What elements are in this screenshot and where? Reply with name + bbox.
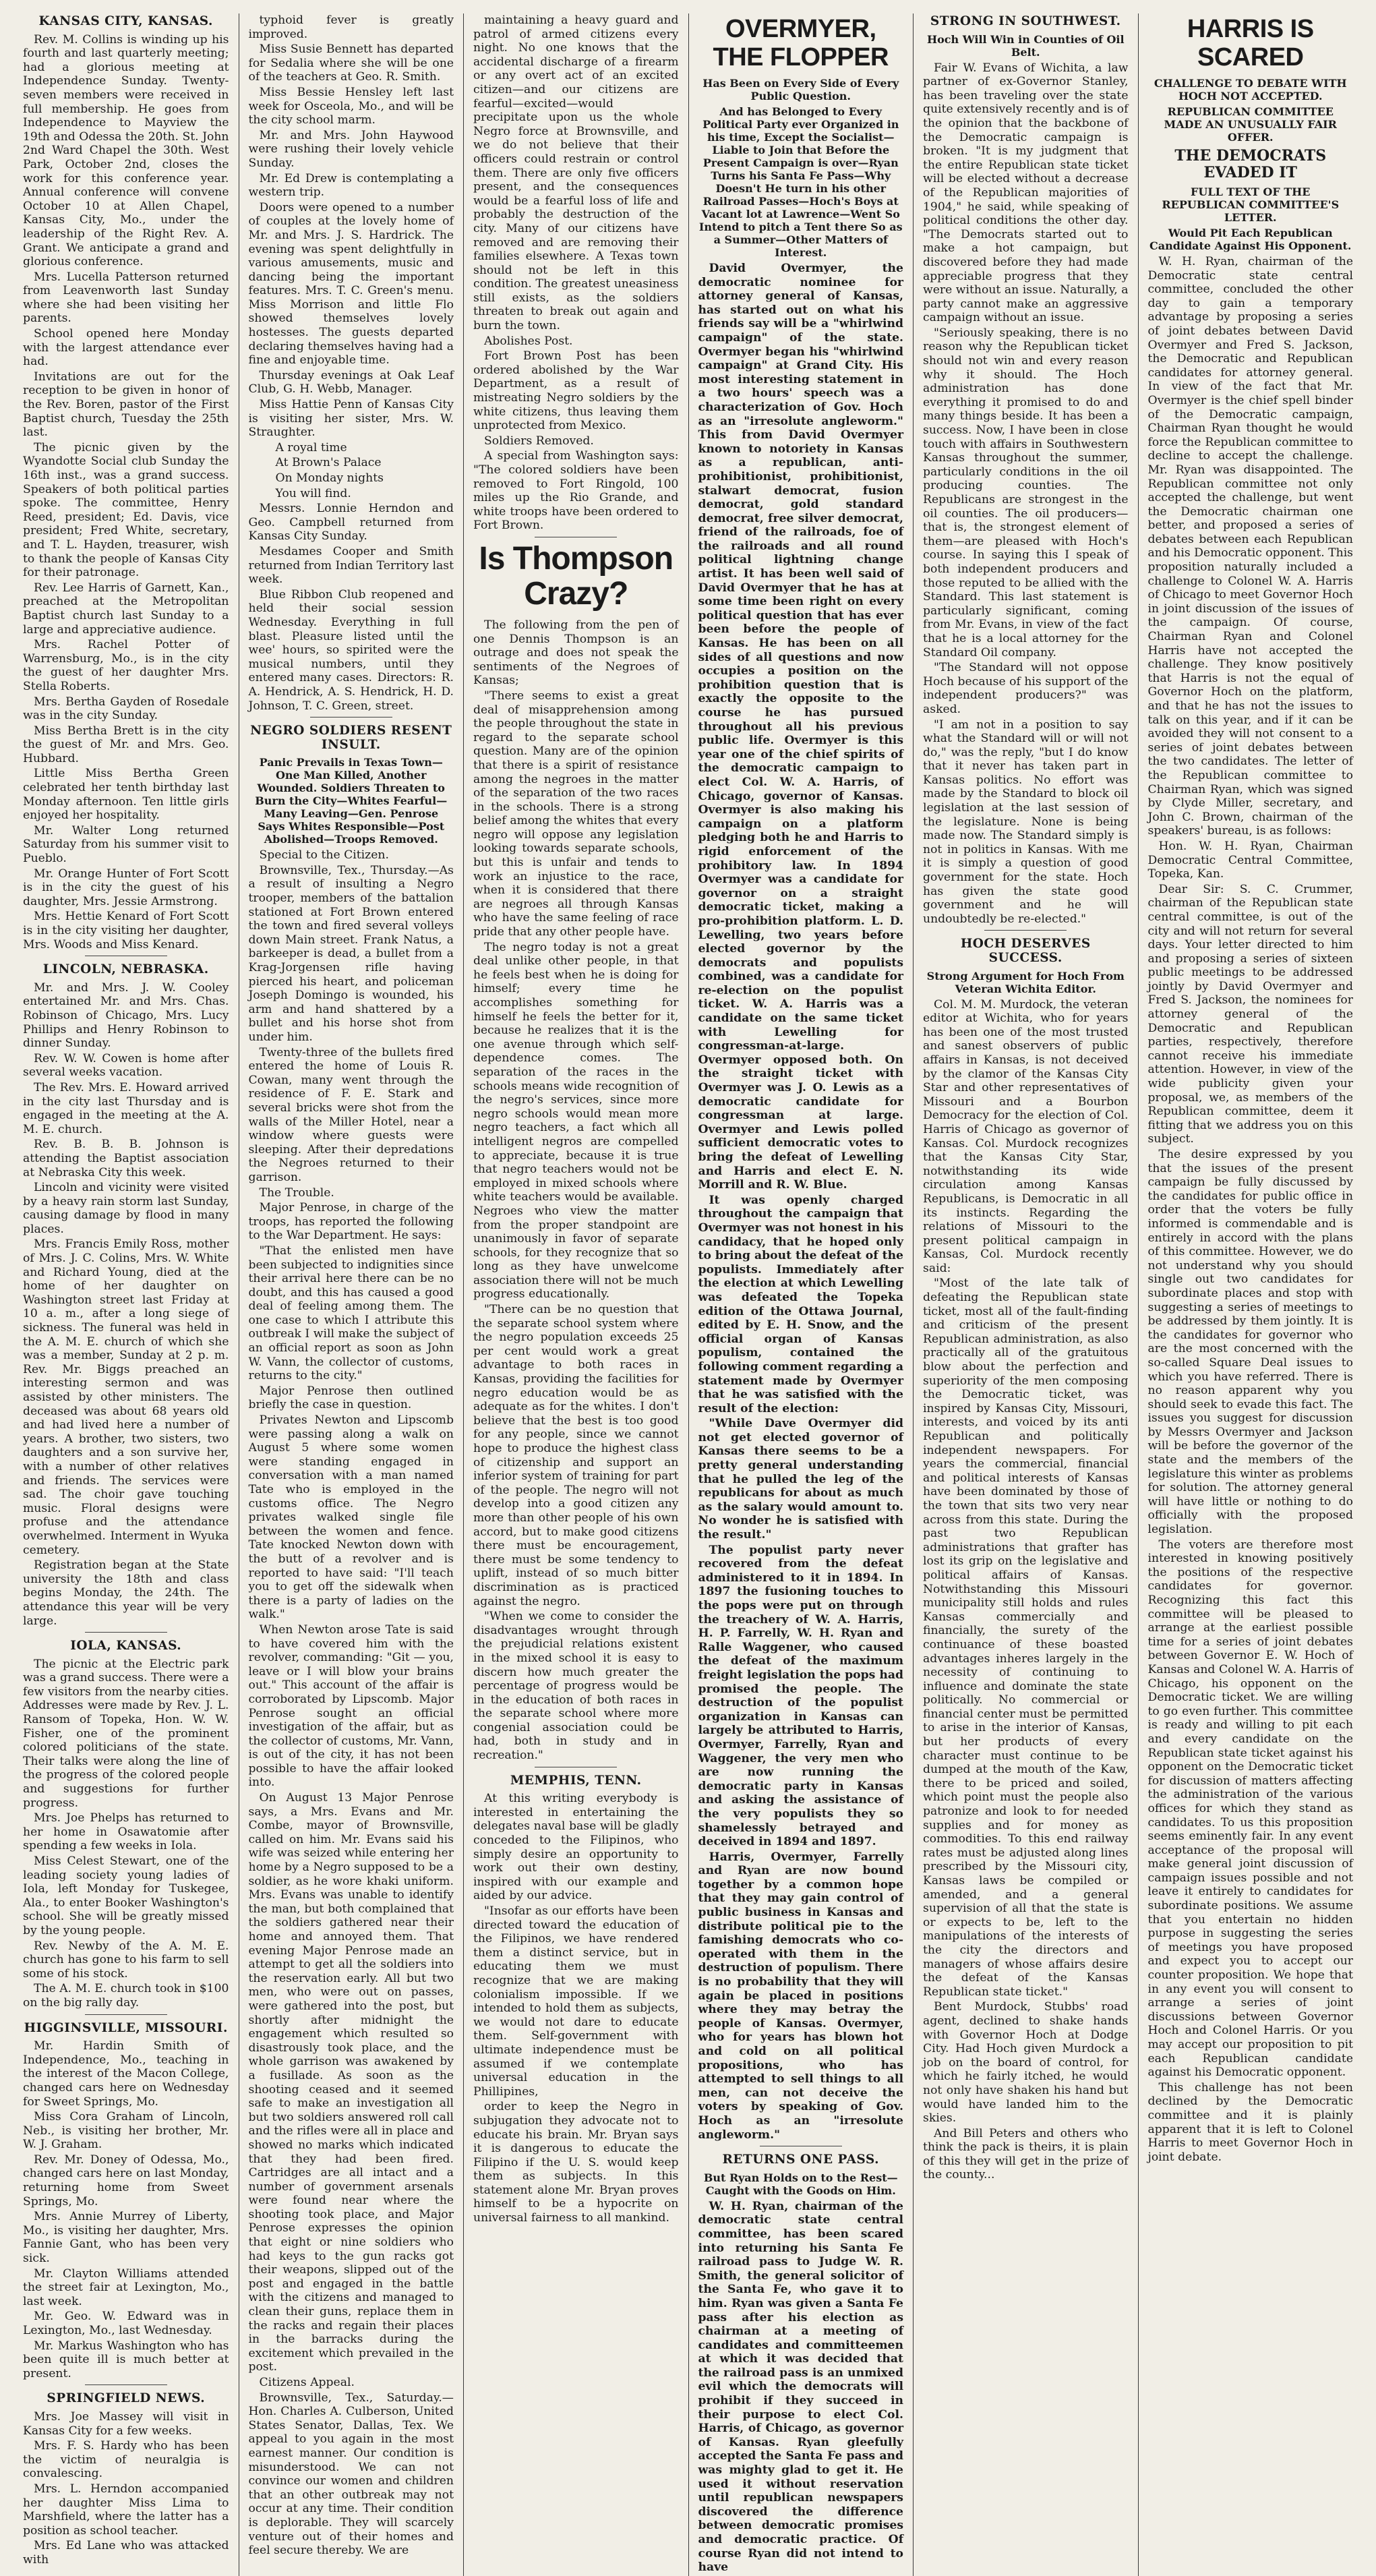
paragraph: Rev. B. B. B. Johnson is attending the Baptist association at Nebraska City this week. <box>23 1138 229 1179</box>
newspaper-page <box>13 13 1363 2575</box>
paragraph: Major Penrose, in charge of the troops, has reported the following to the War Department. He says: <box>248 1201 454 1243</box>
paragraph: Mrs. Lucella Patterson returned from Leavenworth last Sunday where she had been visiting her parents. <box>23 270 229 326</box>
paragraph: The Trouble. <box>259 1185 334 1200</box>
paragraph: It was openly charged throughout the campaign that Overmyer was not honest in his candidacy, that he hoped only to bring about the defeat of the populists. Immediately after the election at which Lewelling was defeated the Topeka edition of the Ottawa Journal, edited by E. H. Snow, and the official organ of Kansas populism, contained the following comment regarding a statement made by Overmyer that he was satisfied with the result of the election: <box>698 1193 903 1415</box>
paragraph: "Insofar as our efforts have been directed toward the education of the Filipinos, we have rendered them a distinct service, but in educating them we must recognize that we are making colonialism impossible. If we intended to hold them as subjects, we would not dare to educate them. Self-government with ultimate independence must be assumed if we contemplate universal education in the Phillipines, <box>473 1904 679 2099</box>
paragraph: Doors were opened to a number of couples at the lovely home of Mr. and Mrs. J. S. Hardrick. The evening was spent delightfully in various amusements, music and dancing being the important features. Mrs. T. C. Green's menu. Miss Morrison and little Flo showed themselves lovely hostesses. The guests departed declaring themselves having had a fine and enjoyable time. <box>248 200 454 368</box>
headline-harris: HARRIS IS SCARED <box>1187 15 1314 71</box>
paragraph: Mrs. Annie Murrey of Liberty, Mo., is visiting her daughter, Mrs. Fannie Gant, who has been very sick. <box>23 2210 229 2266</box>
column-4 <box>688 13 914 2576</box>
section-body <box>23 2039 229 2380</box>
section-deck: Panic Prevails in Texas Town—One Man Killed, Another Wounded. Soldiers Threaten to Burn the City—Whites Fearful—Many Leaving—Gen. Penrose Says Whites Responsible—Post Abolished—Troops Removed. <box>255 756 448 846</box>
section-body <box>698 2200 904 2575</box>
paragraph: Mrs. Ed Lane who was attacked with <box>23 2539 229 2567</box>
paragraph: Blue Ribbon Club reopened and held their social session Wednesday. Everything in full blast. Pleasure listed until the wee' hours, so spirited were the musical numbers, until they entered many cases. Directors: R. A. Hendrick, A. S. Hendrick, H. D. Johnson, T. C. Green, street. <box>248 587 454 713</box>
paragraph: Soldiers Removed. <box>484 434 594 448</box>
section-heading: LINCOLN, NEBRASKA. <box>42 962 209 977</box>
paragraph: Dear Sir: S. C. Crummer, chairman of the Republican state central committee, is out of the city and will not return for several days. Your letter directed to him and proposing a series of sixteen public meetings to be addressed jointly by David Overmyer and Fred S. Jackson, the nominees for attorney general of the Democratic and Republican parties, respectively, therefore cannot receive his immediate attention. However, in view of the wide publicity given your proposal, we, as members of the Republican committee, deem it fitting that we address you on this subject. <box>1147 882 1353 1146</box>
paragraph: Rev. Lee Harris of Garnett, Kan., preached at the Metropolitan Baptist church last Sunday to a large and appreciative audience. <box>23 581 229 637</box>
paragraph: The following from the pen of one Dennis Thompson is an outrage and does not speak the sentiments of the Negroes of Kansas; <box>473 618 679 688</box>
paragraph: Mrs. Francis Emily Ross, mother of Mrs. J. C. Colins, Mrs. W. White and Richard Young, died at the home of her daughter on Washington street last Friday at 10 a. m., after a long siege of sickness. The funeral was held in the A. M. E. church of which she was a member, Sunday at 2 p. m. Rev. Mr. Biggs preached an interesting sermon and was assisted by other ministers. The deceased was about 68 years old and had lived here a number of years. A brother, two sisters, two daughters and a son survive her, with a number of other relatives and friends. The services were sad. The choir gave touching music. Floral designs were profuse and the attendance overwhelmed. Interment in Wyuka cemetery. <box>23 1237 229 1557</box>
paragraph: W. H. Ryan, chairman of the democratic state central committee, has been scared into returning his Santa Fe railroad pass to Judge W. R. Smith, the general solicitor of the Santa Fe, who gave it to him. Ryan was given a Santa Fe pass after his election as chairman at a meeting of candidates and committeemen at which it was decided that the railroad pass is an unmixed evil which the democrats will prohibit if they succeed in their purpose to elect Col. Harris, of Chicago, as governor of Kansas. Ryan gleefully accepted the Santa Fe pass and was mighty glad to get it. He used it without reservation until republican newspapers discovered the difference between democratic promises and democratic practice. Of course Ryan did not intend to have <box>698 2199 903 2575</box>
paragraph: Privates Newton and Lipscomb were passing along a walk on August 5 where some women were standing engaged in conversation with a man named Tate who is employed in the customs office. The Negro privates walked single file between the women and fence. Tate knocked Newton down with the butt of a revolver and is reported to have said: "I'll teach you to get off the sidewalk when there is a party of ladies on the walk." <box>248 1413 454 1622</box>
section-body <box>473 13 679 533</box>
section-heading: HIGGINSVILLE, MISSOURI. <box>24 2020 228 2035</box>
paragraph: Mr. Clayton Williams attended the street fair at Lexington, Mo., last week. <box>23 2266 229 2308</box>
paragraph: The Rev. Mrs. E. Howard arrived in the city last Thursday and is engaged in the meeting at the A. M. E. church. <box>23 1080 229 1136</box>
paragraph: David Overmyer, the democratic nominee for attorney general of Kansas, has started out on what his friends say will be a "whirlwind campaign" of the state. Overmyer began his "whirlwind campaign" at Grand City. His most interesting statement in a two hours' speech was a characterization of Gov. Hoch as an "irresolute angleworm." This from David Overmyer known to notoriety in Kansas as a republican, anti-prohibitionist, prohibitionist, stalwart democrat, fusion democrat, gold standard democrat, free silver democrat, friend of the railroads, foe of the railroads and all round political lightning change artist. It has been well said of David Overmyer that he has at some time been right on every political question that has ever been before the people of Kansas. He has been on all sides of all questions and now occupies a position on the prohibition question that is exactly the opposite to the course he has pursued throughout all his previous public life. Overmyer is this year one of the chief spirits of the democratic campaign to elect Col. W. A. Harris, of Chicago, governor of Kansas. Overmyer is also making his campaign on a platform pledging both he and Harris to rigid enforcement of the prohibitory law. In 1894 Overmyer was a candidate for governor on a straight democratic ticket, making a pro-prohibition platform. L. D. Lewelling, two years before elected governor by the democrats and populists combined, was a candidate for re-election on the populist ticket. W. A. Harris was a candidate on the same ticket with Lewelling for congressman-at-large. Overmyer opposed both. On the straight ticket with Overmyer was J. O. Lewis as a democratic candidate for congressman at large. Overmyer and Lewis polled sufficient democratic votes to bring the defeat of Lewelling and Harris and elect E. N. Morrill and R. W. Blue. <box>698 262 903 1192</box>
paragraph: Fort Brown Post has been ordered abolished by the War Department, as a result of mistreating Negro soldiers by the white citizens, thus leaving them unprotected from Mexico. <box>473 349 679 433</box>
paragraph: Mr. and Mrs. J. W. Cooley entertained Mr. and Mrs. Chas. Robinson of Chicago, Mrs. Lucy Phillips and Henry Robinson to dinner Sunday. <box>23 980 229 1051</box>
section-deck: But Ryan Holds on to the Rest—Caught with the Goods on Him. <box>703 2171 898 2197</box>
paragraph: Rev. M. Collins is winding up his fourth and last quarterly meeting; had a glorious meeting at Independence Sunday. Twenty-seven members were received in full membership. He goes from Independence to Mayview the 19th and Odessa the 20th. St. John 2nd Ward Chapel the 30th. West Park, October 2nd, closes the work for this conference year. Annual conference will convene October 10 at Allen Chapel, Kansas City, Mo., under the leadership of the Right Rev. A. Grant. We anticipate a grand and glorious conference. <box>23 32 229 269</box>
divider <box>984 930 1067 931</box>
section-deck: THE DEMOCRATS EVADED IT <box>1174 147 1327 181</box>
paragraph: On August 13 Major Penrose says, a Mrs. Evans and Mr. Combe, mayor of Brownsville, called on him. Mr. Evans said his wife was seized while entering her home by a Negro supposed to be a soldier, as he wore khaki uniform. Mrs. Evans was unable to identify the man, but both complained that the soldiers gathered near their home and annoyed them. That evening Major Penrose made an attempt to get all the soldiers into the reservation early. All but two men, who were out on passes, were gathered into the post, but shortly after midnight the engagement which resulted so disastrously took place, and the whole garrison was awakened by a fusillade. As soon as the shooting ceased and it seemed safe to make an investigation all but two soldiers answered roll call and the rifles were all in place and showed no marks which indicated that they had been fired. Cartridges are all intact and a number of government arsenals were found near where the shooting took place, and Major Penrose expresses the opinion that eight or nine soldiers who had keys to the gun racks got their weapons, slipped out of the post and engaged in the battle with the citizens and managed to clean their guns, replace them in the racks and regain their places in the barracks during the excitement which prevailed in the post. <box>248 1791 454 2374</box>
paragraph: The picnic given by the Wyandotte Social club Sunday the 16th inst., was a grand success. Speakers of both political parties spoke. The committee, Henry Reed, president; Ed. Davis, vice president; Fred White, secretary, and T. L. Hayden, treasurer, wish to thank the people of Kansas City for their patronage. <box>23 440 229 580</box>
paragraph: Bent Murdock, Stubbs' road agent, declined to shake hands with Governor Hoch at Dodge City. Had Hoch given Murdock a job on the board of control, for which he fairly itched, he would not only have shaken his hand but would have landed him to the skies. <box>923 2000 1129 2126</box>
paragraph: The voters are therefore most interested in knowing positively the positions of the respective candidates for governor. Recognizing this fact this committee will be pleased to arrange at the earliest possible time for a series of joint debates between Governor E. W. Hoch of Kansas and Colonel W. A. Harris of Chicago, his opponent on the Democratic ticket. We are willing to go even further. This committee is ready and willing to pit each and every candidate on the Republican state ticket against his opponent on the Democratic ticket for discussion of matters affecting the administration of the various offices for which they stand as candidates. To us this proposition seems eminently fair. In any event acceptance of the proposal will make general joint discussion of campaign issues possible and not leave it entirely to candidates for subordinate positions. We assume that you entertain no hidden purpose in suggesting the series of meetings you have proposed and expect you to accept our counter proposition. We hope that in any event you will consent to arrange a series of joint discussions between Governor Hoch and Colonel Harris. Or you may accept our proposition to pit each Republican candidate against his Democratic opponent. <box>1147 1538 1353 2080</box>
paragraph: typhoid fever is greatly improved. <box>248 13 454 41</box>
divider <box>310 717 392 718</box>
paragraph: Mr. Markus Washington who has been quite ill is much better at present. <box>23 2339 229 2380</box>
paragraph: Mr. Hardin Smith of Independence, Mo., teaching in the interest of the Macon College, changed cars here on Wednesday for Sweet Springs, Mo. <box>23 2039 229 2109</box>
paragraph: Miss Hattie Penn of Kansas City is visiting her sister, Mrs. W. Straughter. <box>248 398 454 440</box>
verse-line: You will find. <box>275 486 351 500</box>
paragraph: Harris, Overmyer, Farrelly and Ryan are now bound together by a common hope that they may gain control of public business in Kansas and distribute political pie to the famishing democrats who co-operated with them in the destruction of populism. There is no probability that they will again be placed in positions where they may betray the people of Kansas. Overmyer, who for years has blown hot and cold on all political propositions, who has attempted to sell things to all men, can not deceive the voters by speaking of Gov. Hoch as an "irresolute angleworm." <box>698 1850 903 2142</box>
paragraph: "When we come to consider the disadvantages wrought through the prejudicial relations existent in the mixed school it is easy to discern how much greater the percentage of progress would be in the education of both races in the separate school where more congenial association could be had, both in study and in recreation." <box>473 1610 679 1763</box>
divider <box>85 1632 167 1633</box>
section-heading: RETURNS ONE PASS. <box>722 2153 880 2167</box>
paragraph: The A. M. E. church took in $100 on the big rally day. <box>23 1982 229 2010</box>
paragraph: W. H. Ryan, chairman of the Democratic state central committee, concluded the other day to gain a temporary advantage by proposing a series of joint debates between David Overmyer and Fred S. Jackson, the Democratic and Republican candidates for attorney general. In view of the fact that Mr. Overmyer is the chief spell binder of the Democratic campaign, Chairman Ryan thought he would force the Republican committee to decline to accept the challenge. Mr. Ryan was disappointed. The Republican committee not only accepted the challenge, but went the Democratic chairman one better, and proposed a series of debates between each Republican and his Democratic opponent. This proposition naturally included a challenge to Colonel W. A. Harris of Chicago to meet Governor Hoch in joint discussion of the issues of the campaign. Of course, Chairman Ryan and Colonel Harris have not accepted the challenge. They know positively that Harris is not the equal of Governor Hoch on the platform, and that he has not the issues to talk on this year, and if it can be avoided they will not consent to a series of joint debates between the two candidates. The letter of the Republican committee to Chairman Ryan, which was signed by Clyde Miller, secretary, and John C. Brown, chairman of the speakers' bureau, is as follows: <box>1147 255 1354 838</box>
paragraph: Mr. and Mrs. John Haywood were rushing their lovely vehicle Sunday. <box>248 128 454 170</box>
paragraph: When Newton arose Tate is said to have covered him with the revolver, commanding: "Git — you, leave or I will blow your brains out." This account of the affair is corroborated by Lipscomb. Major Penrose sought an official investigation of the affair, but as the collector of customs, Mr. Vann, is out of the city, it has not been possible to have the affair looked into. <box>248 1622 454 1790</box>
column-1 <box>13 13 239 2576</box>
section-deck: Would Pit Each Republican Candidate Against His Opponent. <box>1149 227 1352 252</box>
paragraph: Registration began at the State university the 18th and class begins Monday, the 24th. The attendance this year will be very large. <box>23 1558 229 1628</box>
column-2 <box>239 13 464 2576</box>
paragraph: Mrs. Rachel Potter of Warrensburg, Mo., is in the city the guest of her daughter Mrs. Stella Roberts. <box>23 638 229 693</box>
verse-line: At Brown's Palace <box>275 456 382 470</box>
section-heading: STRONG IN SOUTHWEST. <box>930 14 1121 28</box>
paragraph: Brownsville, Tex., Saturday.—Hon. Charles A. Culberson, United States Senator, Dallas, Tex. We appeal to you again in the most earnest manner. Our condition is misunderstood. We can not convince our women and children that an other outbreak may not occur at any time. Their condition is deplorable. They will scarcely venture out of their homes and feel secure thereby. We are <box>248 2391 454 2558</box>
section-heading: MEMPHIS, TENN. <box>510 1773 642 1788</box>
paragraph: Lincoln and vicinity were visited by a heavy rain storm last Sunday, causing damage by flood in many places. <box>23 1181 229 1236</box>
section-heading: NEGRO SOLDIERS RESENT INSULT. <box>250 724 452 752</box>
section-body <box>1148 255 1354 2164</box>
paragraph: Miss Celest Stewart, one of the leading society young ladies of Iola, left Monday for Tuskegee, Ala., to enter Booker Washington's school. She will be greatly missed by the young people. <box>23 1854 229 1937</box>
paragraph: Rev. W. W. Cowen is home after several weeks vacation. <box>23 1051 229 1080</box>
section-body <box>698 262 904 2142</box>
divider <box>85 2014 167 2015</box>
paragraph: Thursday evenings at Oak Leaf Club, G. H. Webb, Manager. <box>248 368 454 397</box>
paragraph: Mr. Orange Hunter of Fort Scott is in the city the guest of his daughter, Mrs. Jessie Armstrong. <box>23 867 229 908</box>
paragraph: Major Penrose then outlined briefly the case in question. <box>248 1384 454 1412</box>
section-heading: IOLA, KANSAS. <box>70 1639 182 1653</box>
paragraph: Little Miss Bertha Green celebrated her tenth birthday last Monday afternoon. Ten little girls enjoyed her hospitality. <box>23 767 229 823</box>
paragraph: Mesdames Cooper and Smith returned from Indian Territory last week. <box>248 544 454 587</box>
section-deck: CHALLENGE TO DEBATE WITH HOCH NOT ACCEPTED. <box>1154 77 1347 103</box>
paragraph: Mrs. Joe Phelps has returned to her home in Osawatomie after spending a few weeks in Iola. <box>23 1811 229 1853</box>
paragraph: Mr. Ed Drew is contemplating a western trip. <box>248 171 454 200</box>
section-body <box>249 848 454 2557</box>
section-body <box>23 1658 229 2010</box>
section-deck: Strong Argument for Hoch From Veteran Wichita Editor. <box>926 969 1125 995</box>
section-body <box>249 502 454 713</box>
section-body <box>23 981 229 1628</box>
paragraph: Col. M. M. Murdock, the veteran editor at Wichita, who for years has been one of the most trusted and sanest observers of public affairs in Kansas, is not deceived by the clamor of the Kansas City Star and other representatives of Missouri and a Bourbon Democracy for the election of Col. Harris of Chicago as governor of Kansas. Col. Murdock recognizes that the Kansas City Star, notwithstanding its wide circulation among Kansas Republicans, is Democratic in all its instincts. Regarding the relations of Missouri to the present political campaign in Kansas, Col. Murdock recently said: <box>923 997 1129 1275</box>
section-body <box>23 2410 229 2567</box>
paragraph: And Bill Peters and others who think the pack is theirs, it is plain of this they will get in the prize of the county... <box>923 2126 1129 2182</box>
paragraph: A special from Washington says: "The colored soldiers have been removed to Fort Ringold, 100 miles up the Rio Grande, and white troops have been ordered to Fort Brown. <box>473 449 679 533</box>
paragraph: Mrs. Bertha Gayden of Rosedale was in the city Sunday. <box>23 695 229 723</box>
paragraph: "There seems to exist a great deal of misapprehension among the people throughout the state in regard to the separate school question. Many are of the opinion that there is a spirit of resistance among the negroes in the matter of the separation of the two races in the schools. There is a strong belief among the whites that every negro will oppose any legislation looking towards separate schools, but this is unfair and tends to work an injustice to the race, when it is considered that there are negroes all through Kansas who have the same feeling of race pride that any other people have. <box>473 689 679 939</box>
headline-thompson: Is Thompson Crazy? <box>479 540 674 612</box>
paragraph: The picnic at the Electric park was a grand success. There were a few visitors from the nearby cities. Addresses were made by Rev. J. L. Ransom of Topeka, Hon. W. W. Fisher, one of the prominent colored politicians of the state. Their talks were along the line of the progress of the colored people and suggestions for further progress. <box>23 1657 229 1810</box>
paragraph: School opened here Monday with the largest attendance ever had. <box>23 327 229 369</box>
paragraph: "I am not in a position to say what the Standard will or will not do," was the reply, "but I do know that it never has taken part in Kansas politics. No effort was made by the Standard to block oil legislation at the last session of the legislature. None is being made now. The Standard simply is not in politics in Kansas. With me it is simply a question of good government for the state. Hoch has given the state good government and he will undoubtedly be re-elected." <box>923 718 1129 926</box>
section-body <box>923 998 1129 2182</box>
column-3 <box>463 13 688 2576</box>
section-heading: SPRINGFIELD NEWS. <box>47 2391 206 2406</box>
paragraph: Rev. Newby of the A. M. E. church has gone to his farm to sell some of his stock. <box>23 1939 229 1981</box>
paragraph: Miss Bertha Brett is in the city the guest of Mr. and Mrs. Geo. Hubbard. <box>23 724 229 765</box>
paragraph: Mr. Geo. W. Edward was in Lexington, Mo., last Wednesday. <box>23 2310 229 2337</box>
section-body <box>473 1792 679 2225</box>
column-6 <box>1138 13 1363 2576</box>
paragraph: The populist party never recovered from the defeat administered to it in 1894. In 1897 the fusioning touches to the pops were put on through the treachery of W. A. Harris, H. P. Farrelly, W. H. Ryan and Ralle Waggener, who caused the defeat of the maximum freight legislation the pops had promised the people. The destruction of the populist organization in Kansas can largely be attributed to Harris, Overmyer, Farrelly, Ryan and Waggener, the very men who are now running the democratic party in Kansas and asking the assistance of the very populists they so shamelessly betrayed and deceived in 1894 and 1897. <box>698 1543 903 1849</box>
section-deck: FULL TEXT OF THE REPUBLICAN COMMITTEE'S LETTER. <box>1162 185 1340 224</box>
section-deck: Has Been on Every Side of Every Public Question. <box>702 77 899 103</box>
divider <box>85 2384 167 2385</box>
paragraph: At this writing everybody is interested in entertaining the delegates naval base will be gladly conceded to the Filipinos, who simply desire an opportunity to work out their own destiny, inspired with our example and aided by our advice. <box>473 1792 679 1903</box>
paragraph: Twenty-three of the bullets fired entered the home of Louis R. Cowan, many went through the residence of F. E. Stark and several bricks were shot from the walls of the Miller Hotel, near a window where guests were sleeping. After their depredations the Negroes returned to their garrison. <box>248 1045 454 1184</box>
section-heading: KANSAS CITY, KANSAS. <box>38 14 213 28</box>
paragraph: "Most of the late talk of defeating the Republican state ticket, most all of the fault-finding and criticism of the present Republican administration, as also practically all of the gratuitous blow about the perfection and superiority of the men composing the Democratic ticket, was inspired by Kansas City, Missouri, interests, and voiced by its anti Republican and politically independent newspapers. For years the commercial, financial and political interests of Kansas have been dominated by those of the town that sits two very near across from this state. During the past two Republican administrations that grafter has lost its grip on the legislative and political affairs of Kansas. Notwithstanding this Missouri municipality still holds and rules Kansas commercially and financially, the surety of the continuance of these boasted advantages inheres largely in the necessity of continuing to influence and dominate the state politically. No commercial or financial center must be permitted to arise in the interior of Kansas, but her products of every character must continue to be dumped at the mouth of the Kaw, there to be priced and soiled, which point must the people also patronize and look to for needed supplies and for money as commodities. To this end railway rates must be adjusted along lines prescribed by the Missouri city, Kansas laws be compiled or amended, and a general supervision of all that the state is or expects to be, left to the manipulations of the interests of the city the directors and managers of whose affairs desire the defeat of the Kansas Republican state ticket." <box>923 1277 1129 1999</box>
paragraph: Invitations are out for the reception to be given in honor of the Rev. Boren, pastor of the First Baptist church, Tuesday the 25th last. <box>23 370 229 440</box>
paragraph: Miss Susie Bennett has departed for Sedalia where she will be one of the teachers at Geo. R. Smith. <box>248 42 454 84</box>
section-body <box>923 61 1129 927</box>
verse-block <box>249 441 454 500</box>
paragraph: Miss Cora Graham of Lincoln, Neb., is visiting her brother, Mr. W. J. Graham. <box>23 2110 229 2152</box>
verse-line: A royal time <box>275 440 347 455</box>
paragraph: Mrs. F. S. Hardy who has been the victim of neuralgia is convalescing. <box>23 2439 229 2481</box>
paragraph: Mrs. L. Herndon accompanied her daughter Miss Lima to Marshfield, where the latter has a position as school teacher. <box>23 2482 229 2538</box>
paragraph: "Seriously speaking, there is no reason why the Republican ticket should not win and every reason why it should. The Hoch administration has done everything it promised to do and many things beside. It has been a success. Now, I have been in close touch with affairs in Southwestern Kansas throughout the summer, particularly conditions in the oil producing counties. The Republicans are strongest in the oil counties. The oil producers—that is, the strongest element of them—are pleased with Hoch's course. In saying this I speak of both independent producers and those reputed to be allied with the Standard. This last statement is particularly significant, coming from Mr. Evans, in view of the fact that he is a local attorney for the Standard Oil company. <box>923 326 1129 660</box>
paragraph: The negro today is not a great deal unlike other people, in that he feels best when he is doing for himself; every time he accomplishes something for himself he feels the better for it, because he realizes that it is the one avenue through which self-dependence comes. The separation of the races in the schools means wide recognition of the negro's services, since more negro schools would mean more negro teachers, a fact which all intelligent negros are compelled to appreciate, because it is true that negro teachers would not be employed in mixed schools where white teachers would be available. Negroes who view the matter from the proper standpoint are unanimously in favor of separate schools, for they recognize that so long as they have unwelcome association there will not be much progress educationally. <box>473 940 679 1301</box>
paragraph: Mrs. Hettie Kenard of Fort Scott is in the city visiting her daughter, Mrs. Woods and Miss Kenard. <box>23 910 229 952</box>
paragraph: Fair W. Evans of Wichita, a law partner of ex-Governor Stanley, has been traveling over the state quite extensively recently and is of the opinion that the backbone of the Democratic campaign is broken. "It is my judgment that the entire Republican state ticket will be elected without a decrease of the Republican majorities of 1904," he said, while speaking of political conditions the other day. "The Democrats started out to make a hot campaign, but discovered before they had made appreciable progress that they were without an issue. Naturally, a party cannot make an aggressive campaign without an issue. <box>923 61 1129 325</box>
section-deck: REPUBLICAN COMMITTEE MADE AN UNUSUALLY FAIR OFFER. <box>1164 105 1337 144</box>
paragraph: Rev. Mr. Doney of Odessa, Mo., changed cars here on last Monday, returning home from Sweet Springs, Mo. <box>23 2153 229 2208</box>
paragraph: "There can be no question that the separate school system where the negro population exceeds 25 per cent would work a great advantage to both races in Kansas, providing the facilities for negro education would be as adequate as for the whites. I don't believe that the best is too good for any people, since we cannot hope to produce the highest class of citizenship and support an inferior system of training for part of the people. The negro will not develop into a good citizen any more than other people of his own accord, but to make good citizens there must be encouragement, there must be some tendency to uplift, instead of so much bitter discrimination as is practiced against the negro. <box>473 1303 679 1608</box>
paragraph: Messrs. Lonnie Herndon and Geo. Campbell returned from Kansas City Sunday. <box>248 502 454 544</box>
paragraph: Miss Bessie Hensley left last week for Osceola, Mo., and will be the city school marm. <box>248 85 454 127</box>
paragraph: maintaining a heavy guard and patrol of armed citizens every night. No one knows that the accidental discharge of a firearm or any overt act of an excited citizen—and our citizens are fearful—excited—would precipitate upon us the whole Negro force at Brownsville, and we do not believe that their officers could restrain or control them. There are only five officers present, and the consequences would be a fearful loss of life and probably the destruction of the city. Many of our citizens have removed and are removing their families elsewhere. A Texas town should not be left in this condition. The greatest uneasiness still exists, as the soldiers threaten to break out again and burn the town. <box>473 13 679 333</box>
paragraph: The desire expressed by you that the issues of the present campaign be fully discussed by the candidates for public office in order that the voters be fully informed is commendable and is entirely in accord with the plans of this committee. However, we do not understand why you should single out two candidates for subordinate places and stop with suggesting a series of meetings to be addressed by them jointly. It is the candidates for governor who are the most concerned with the so-called Square Deal issues to which you have referred. There is no reason apparent why you should seek to evade this fact. The issues you suggest for discussion by Messrs Overmyer and Jackson will be before the governor of the state and the members of the legislature this winter as problems for solution. The attorney general will have little or nothing to do officially with the proposed legislation. <box>1147 1148 1353 1537</box>
section-body <box>473 618 679 1763</box>
paragraph: Abolishes Post. <box>484 334 573 348</box>
paragraph: "That the enlisted men have been subjected to indignities since their arrival here there can be no doubt, and this has caused a good deal of feeling among them. The one case to which I attribute this outbreak I will make the subject of an official report as soon as John W. Vann, the collector of customs, returns to the city." <box>248 1243 454 1383</box>
section-body <box>249 13 454 440</box>
headline-overmyer: OVERMYER, THE FLOPPER <box>713 15 889 71</box>
paragraph: "While Dave Overmyer did not get elected governor of Kansas there seems to be a pretty general understanding that he pulled the leg of the republicans for about as much as the salary would amount to. No wonder he is satisfied with the result." <box>698 1417 903 1542</box>
section-deck: Hoch Will Win in Counties of Oil Belt. <box>926 32 1125 59</box>
paragraph: Mrs. Joe Massey will visit in Kansas City for a few weeks. <box>23 2409 229 2438</box>
section-deck-bold: And has Belonged to Every Political Party ever Organized in his time, Except the Socialist—Liable to Join that Before the Present Campaign is over—Ryan Turns his Santa Fe Pass—Why Doesn't He turn in his other Railroad Passes—Hoch's Boys at Vacant lot at Lawrence—Went So Intend to pitch a Tent there So as a Summer—Other Matters of Interest. <box>698 105 903 259</box>
paragraph: Hon. W. H. Ryan, Chairman Democratic Central Committee, Topeka, Kan. <box>1147 839 1353 881</box>
paragraph: Mr. Walter Long returned Saturday from his summer visit to Pueblo. <box>23 823 229 866</box>
paragraph: "The Standard will not oppose Hoch because of his support of the independent producers?" was asked. <box>923 661 1129 716</box>
verse-line: On Monday nights <box>275 471 384 485</box>
paragraph: order to keep the Negro in subjugation they advocate not to educate his brain. Mr. Bryan says it is dangerous to educate the Filipino if the U. S. would keep them as subjects. In this statement alone Mr. Bryan proves himself to be a hypocrite on universal fairness to all mankind. <box>473 2100 679 2225</box>
column-5 <box>913 13 1138 2576</box>
paragraph: This challenge has not been declined by the Democratic committee and it is plainly apparent that it is left to Colonel Harris to meet Governor Hoch in joint debate. <box>1147 2080 1353 2164</box>
paragraph: Special to the Citizen. <box>259 848 389 862</box>
section-body <box>23 33 229 952</box>
paragraph: Brownsville, Tex., Thursday.—As a result of insulting a Negro trooper, members of the battalion stationed at Fort Brown entered the town and fired several volleys down Main street. Frank Natus, a barkeeper is dead, a bullet from a Krag-Jorgensen rifle having pierced his heart, and policeman Joseph Domingo is wounded, his arm and hand shattered by a bullet and his horse shot from under him. <box>248 863 454 1044</box>
section-heading: HOCH DESERVES SUCCESS. <box>960 937 1091 965</box>
paragraph: Citizens Appeal. <box>259 2376 355 2389</box>
